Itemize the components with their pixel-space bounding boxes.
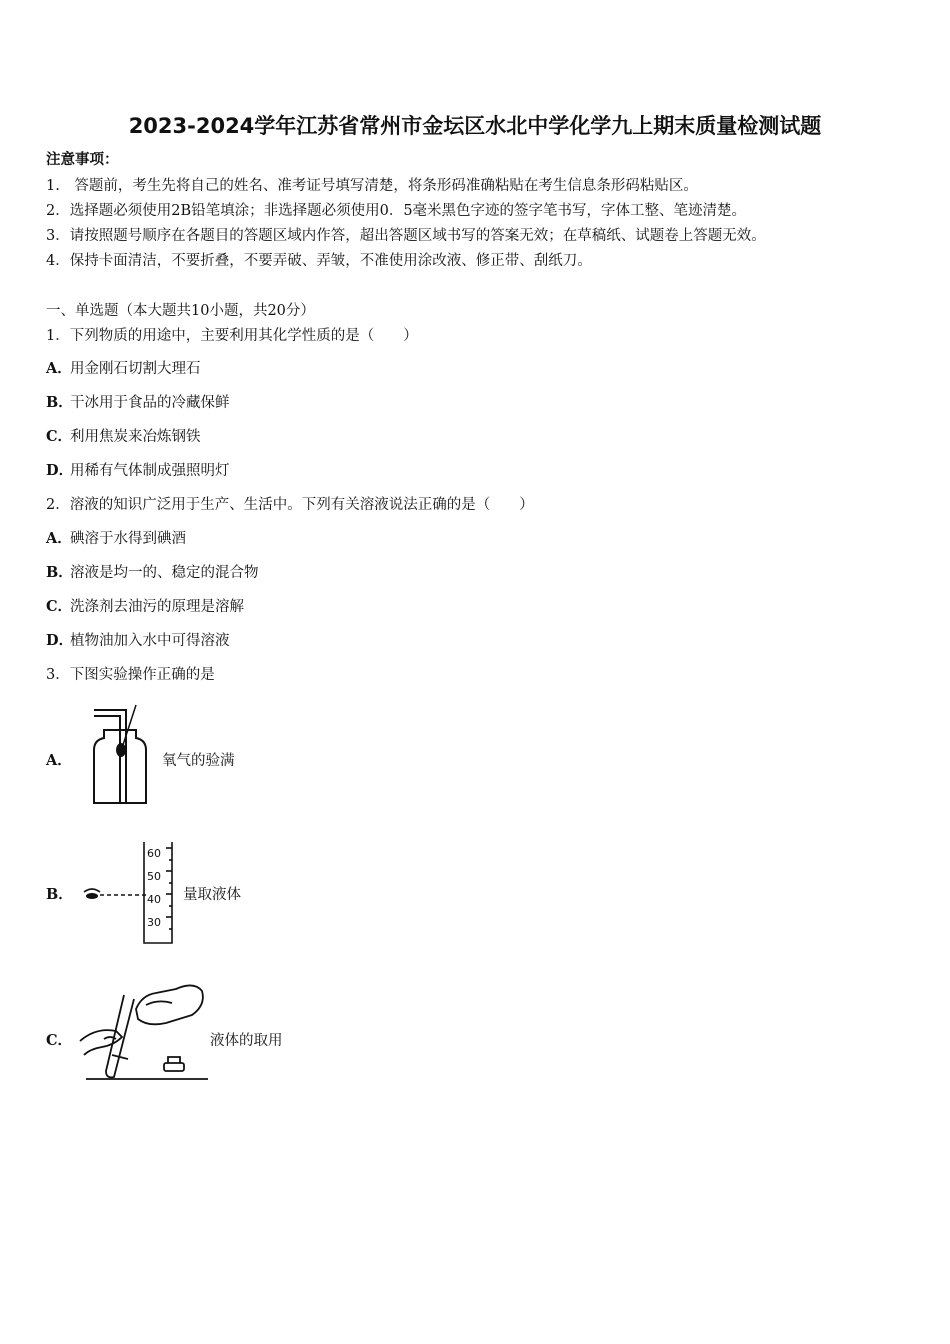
option-letter: D． (46, 462, 74, 479)
eye-icon (86, 893, 98, 899)
option-letter: B． (46, 564, 73, 581)
q1-option-b (46, 393, 230, 413)
option-letter: A． (46, 530, 72, 547)
option-text: 利用焦炭来冶炼钢铁 (70, 429, 201, 445)
cylinder-scale (147, 842, 161, 934)
question-3-stem: 3．下图实验操作正确的是 (46, 667, 215, 683)
figure-a-label: A． (46, 752, 72, 769)
option-text: 洗涤剂去油污的原理是溶解 (70, 599, 244, 615)
stopper-top (168, 1057, 180, 1063)
scale-label: 60 (147, 847, 161, 860)
scale-label: 50 (147, 870, 161, 883)
finger (104, 1037, 116, 1039)
bottle-label (146, 1001, 172, 1005)
scale-label: 30 (147, 916, 161, 929)
notice-heading: 注意事项： (46, 151, 119, 168)
option-text: 用稀有气体制成强照明灯 (70, 463, 230, 479)
figure-a-caption: 氧气的验满 (162, 753, 235, 769)
question-2-stem: 2．溶液的知识广泛用于生产、生活中。下列有关溶液说法正确的是（ ） (46, 497, 534, 513)
figure-b-caption: 量取液体 (183, 887, 241, 903)
option-text: 植物油加入水中可得溶液 (70, 633, 230, 649)
option-text: 碘溶于水得到碘酒 (70, 531, 186, 547)
q2-option-a (46, 529, 186, 549)
q1-option-c (46, 427, 201, 447)
figure-b-label: B． (46, 886, 73, 903)
gas-bottle-figure (86, 700, 156, 810)
section-heading: 一、单选题（本大题共10小题，共20分） (46, 303, 315, 319)
question-1-stem: 1．下列物质的用途中，主要利用其化学性质的是（ ） (46, 328, 418, 344)
option-text: 溶液是均一的、稳定的混合物 (70, 565, 259, 581)
notice-item-4: 4．保持卡面清洁，不要折叠，不要弄破、弄皱，不准使用涂改液、修正带、刮纸刀。 (46, 253, 592, 269)
q1-option-a (46, 359, 201, 379)
liquid-pouring-figure (76, 975, 216, 1085)
measuring-cylinder-figure (80, 840, 180, 948)
bottle-stopper (164, 1063, 184, 1071)
q2-option-b (46, 563, 259, 583)
notice-item-3: 3．请按照题号顺序在各题目的答题区域内作答，超出答题区域书写的答案无效；在草稿纸、试题卷上答题无效。 (46, 228, 766, 244)
q2-option-d (46, 631, 230, 651)
option-text: 用金刚石切割大理石 (70, 361, 201, 377)
scale-label: 40 (147, 893, 161, 906)
option-letter: B． (46, 394, 73, 411)
figure-c-caption: 液体的取用 (210, 1033, 283, 1049)
page-title: 2023-2024学年江苏省常州市金坛区水北中学化学九上期末质量检测试题 (128, 114, 822, 138)
notice-item-2: 2．选择题必须使用2B铅笔填涂；非选择题必须使用0．5毫米黑色字迹的签字笔书写，字体工整、笔迹清楚。 (46, 203, 747, 219)
option-letter: C． (46, 598, 73, 615)
notice-item-1: 1. 答题前，考生先将自己的姓名、准考证号填写清楚，将条形码准确粘贴在考生信息条形码粘贴区。 (46, 178, 698, 194)
option-letter: D． (46, 632, 74, 649)
option-text: 干冰用于食品的冷藏保鲜 (70, 395, 230, 411)
figure-c-label: C． (46, 1032, 73, 1049)
option-letter: A． (46, 360, 72, 377)
wooden-splint (122, 705, 136, 748)
q2-option-c (46, 597, 244, 617)
q1-option-d (46, 461, 230, 481)
splint-ember (117, 744, 125, 756)
eye-brow (84, 889, 100, 892)
option-letter: C． (46, 428, 73, 445)
